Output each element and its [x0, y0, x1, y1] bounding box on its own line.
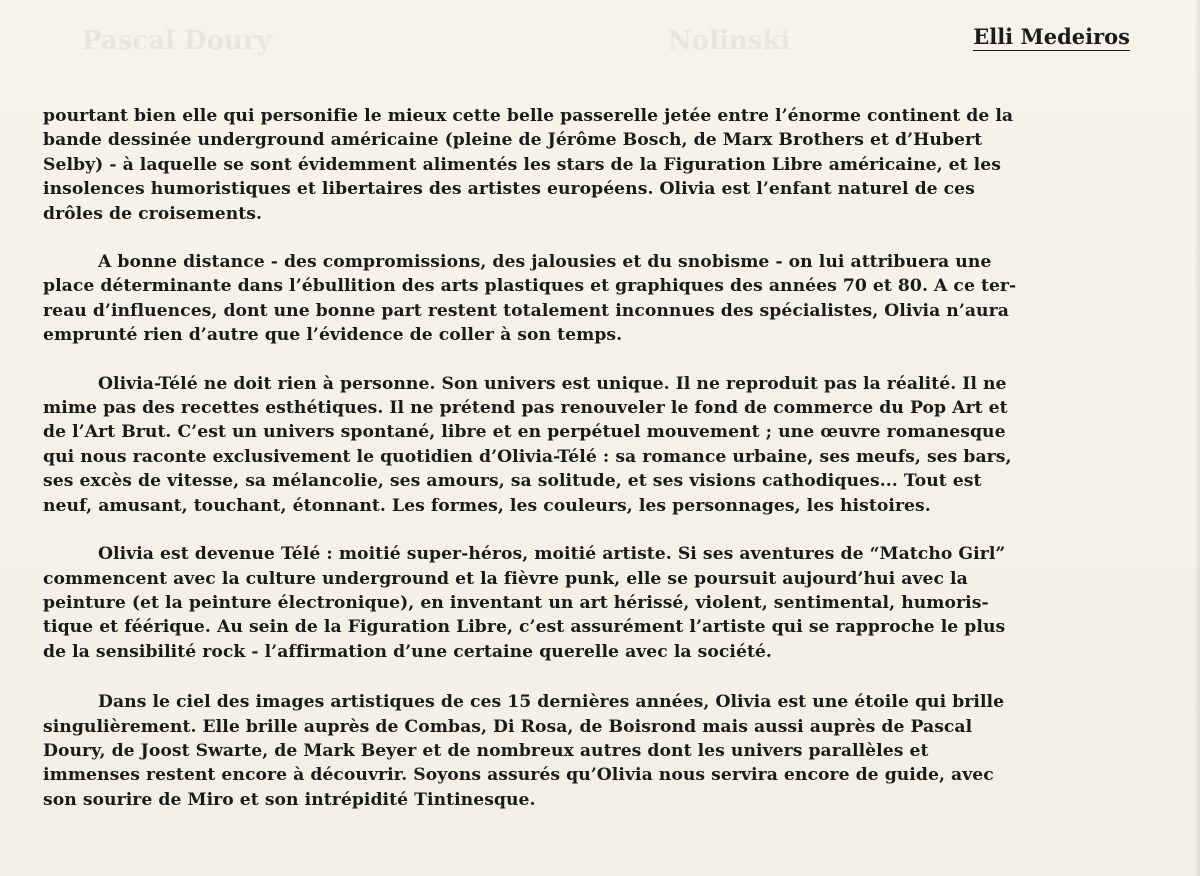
- running-head: Elli Medeiros: [973, 24, 1130, 51]
- page-edge-shadow: [1194, 0, 1200, 876]
- show-through-header-left: Pascal Doury: [82, 26, 272, 56]
- paragraph-4: Olivia est devenue Télé : moitié super-héros, moitié artiste. Si ses aventures de “Matcho Girl” commencent avec la culture underground et la fièvre punk, elle se poursuit aujourd’hui avec la peinture (et la peinture électronique), en inventant un art hérissé, violent, sentimental, humoris- tique et féérique. Au sein de la Figuration Libre, c’est assurément l’artiste qui se rapproche le plus de la sensibilité rock - l’affirmation d’une certaine querelle avec la société.: [43, 544, 1006, 662]
- paragraph-1: pourtant bien elle qui personifie le mieux cette belle passerelle jetée entre l’énorme continent de la bande dessinée underground américaine (pleine de Jérôme Bosch, de Marx Brothers et d’Hubert Selby) - à laquelle se sont évidemment alimentés les stars de la Figuration Libre américaine, et les insolences humoristiques et libertaires des artistes européens. Olivia est l’enfant naturel de ces drôles de croisements.: [43, 106, 1014, 224]
- paragraph-3: Olivia-Télé ne doit rien à personne. Son univers est unique. Il ne reproduit pas la réalité. Il ne mime pas des recettes esthétiques. Il ne prétend pas renouveler le fond de commerce du Pop Art et de l’Art Brut. C’est un univers spontané, libre et en perpétuel mouvement ; une œuvre romanesque qui nous raconte exclusivement le quotidien d’Olivia-Télé : sa romance urbaine, ses meufs, ses bars, ses excès de vitesse, sa mélancolie, ses amours, sa solitude, et ses visions cathodiques... Tout est neuf, amusant, touchant, étonnant. Les formes, les couleurs, les personnages, les histoires.: [43, 373, 1012, 516]
- show-through-header-center: Nolinski: [668, 26, 791, 56]
- body-text: [43, 104, 1178, 836]
- paragraph-2: A bonne distance - des compromissions, des jalousies et du snobisme - on lui attribuera une place déterminante dans l’ébullition des arts plastiques et graphiques des années 70 et 80. A ce ter- reau d’influences, dont une bonne part restent totalement inconnues des spécialistes, Olivia n’aura emprunté rien d’autre que l’évidence de coller à son temps.: [43, 252, 1017, 346]
- paragraph-5: Dans le ciel des images artistiques de ces 15 dernières années, Olivia est une étoile qui brille singulièrement. Elle brille auprès de Combas, Di Rosa, de Boisrond mais aussi auprès de Pascal Doury, de Joost Swarte, de Mark Beyer et de nombreux autres dont les univers parallèles et immenses restent encore à découvrir. Soyons assurés qu’Olivia nous servira encore de guide, avec son sourire de Miro et son intrépidité Tintinesque.: [43, 692, 1005, 810]
